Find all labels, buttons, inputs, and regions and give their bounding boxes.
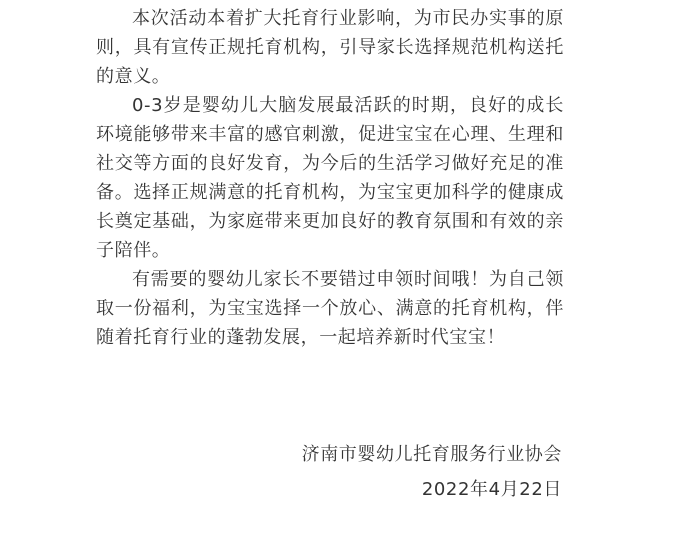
signature-date: 2022年4月22日 (421, 479, 562, 500)
article-body (96, 4, 564, 352)
paragraph-call-to-action: 有需要的婴幼儿家长不要错过申领时间哦！为自己领取一份福利，为宝宝选择一个放心、满意的托育机构，伴随着托育行业的蓬勃发展，一起培养新时代宝宝！ (96, 269, 564, 348)
paragraph-event-purpose: 本次活动本着扩大托育行业影响，为市民办实事的原则，具有宣传正规托育机构，引导家长选择规范机构送托的意义。 (96, 8, 564, 87)
paragraph-early-development: 0-3岁是婴幼儿大脑发展最活跃的时期，良好的成长环境能够带来丰富的感官刺激，促进宝宝在心理、生理和社交等方面的良好发育，为今后的生活学习做好充足的准备。选择正规满意的托育机构，为宝宝更加科学的健康成长奠定基础，为家庭带来更加良好的教育氛围和有效的亲子陪伴。 (96, 95, 564, 261)
signature-organization: 济南市婴幼儿托育服务行业协会 (301, 444, 562, 465)
